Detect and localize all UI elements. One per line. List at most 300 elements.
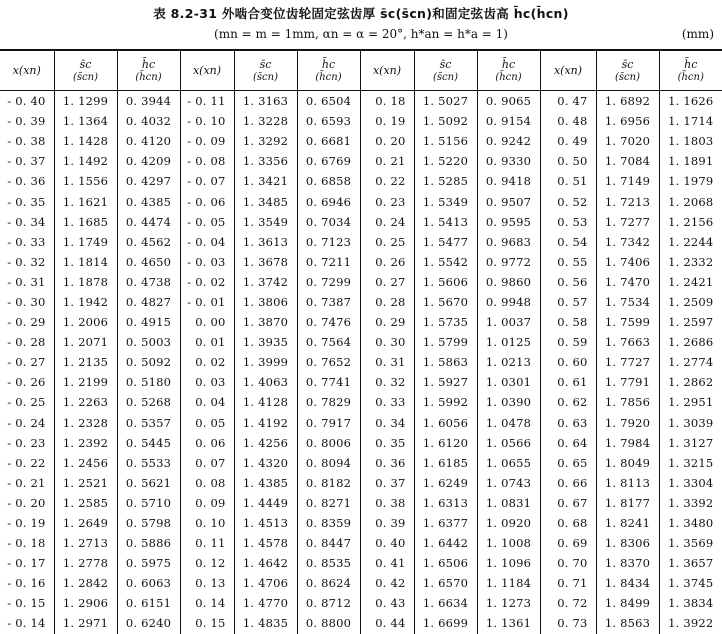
table-title: 表 8.2-31 外啮合变位齿轮固定弦齿厚 s̄c(s̄cn)和固定弦齿高 h̄c(h̄cn) xyxy=(0,4,722,22)
cell-x: - 0. 36 xyxy=(0,171,54,191)
cell-s: 1. 6634 xyxy=(414,593,477,613)
cell-s: 1. 7213 xyxy=(596,191,659,211)
cell-h: 1. 3392 xyxy=(659,493,722,513)
cell-s: 1. 2842 xyxy=(54,573,117,593)
cell-s: 1. 6120 xyxy=(414,433,477,453)
cell-s: 1. 8434 xyxy=(596,573,659,593)
table-row xyxy=(0,252,722,272)
cell-x: - 0. 35 xyxy=(0,191,54,211)
cell-s: 1. 7406 xyxy=(596,252,659,272)
cell-x: - 0. 22 xyxy=(0,453,54,473)
cell-x: 0. 14 xyxy=(180,593,234,613)
cell-s: 1. 6699 xyxy=(414,613,477,633)
table-row xyxy=(0,292,722,312)
header-h-symbol: h̄c xyxy=(660,58,722,71)
cell-x: 0. 53 xyxy=(540,212,596,232)
cell-h: 0. 8624 xyxy=(297,573,360,593)
cell-x: 0. 70 xyxy=(540,553,596,573)
cell-h: 1. 0301 xyxy=(477,372,540,392)
cell-h: 0. 4120 xyxy=(117,131,180,151)
cell-s: 1. 8306 xyxy=(596,533,659,553)
cell-x: 0. 25 xyxy=(360,232,414,252)
cell-s: 1. 3999 xyxy=(234,352,297,372)
cell-h: 1. 1803 xyxy=(659,131,722,151)
cell-x: 0. 49 xyxy=(540,131,596,151)
cell-h: 0. 9418 xyxy=(477,171,540,191)
cell-x: 0. 38 xyxy=(360,493,414,513)
cell-x: 0. 69 xyxy=(540,533,596,553)
cell-h: 0. 9330 xyxy=(477,151,540,171)
cell-x: 0. 18 xyxy=(360,91,414,112)
cell-s: 1. 2006 xyxy=(54,312,117,332)
cell-h: 1. 1714 xyxy=(659,111,722,131)
cell-h: 0. 9595 xyxy=(477,212,540,232)
cell-h: 0. 9507 xyxy=(477,191,540,211)
cell-x: 0. 02 xyxy=(180,352,234,372)
cell-h: 0. 6504 xyxy=(297,91,360,112)
cell-x: 0. 59 xyxy=(540,332,596,352)
header-s-symbol: s̄c xyxy=(415,58,477,71)
cell-h: 0. 7741 xyxy=(297,372,360,392)
cell-x: - 0. 40 xyxy=(0,91,54,112)
cell-x: - 0. 19 xyxy=(0,513,54,533)
cell-s: 1. 3613 xyxy=(234,232,297,252)
cell-s: 1. 2649 xyxy=(54,513,117,533)
cell-h: 0. 5445 xyxy=(117,433,180,453)
cell-h: 1. 1979 xyxy=(659,171,722,191)
cell-x: 0. 57 xyxy=(540,292,596,312)
cell-s: 1. 5027 xyxy=(414,91,477,112)
cell-h: 0. 9065 xyxy=(477,91,540,112)
cell-s: 1. 6956 xyxy=(596,111,659,131)
cell-s: 1. 4385 xyxy=(234,473,297,493)
cell-s: 1. 2713 xyxy=(54,533,117,553)
cell-s: 1. 7791 xyxy=(596,372,659,392)
cell-h: 0. 8359 xyxy=(297,513,360,533)
cell-s: 1. 1299 xyxy=(54,91,117,112)
cell-x: - 0. 21 xyxy=(0,473,54,493)
cell-s: 1. 7149 xyxy=(596,171,659,191)
cell-s: 1. 1364 xyxy=(54,111,117,131)
cell-s: 1. 5349 xyxy=(414,191,477,211)
cell-x: 0. 71 xyxy=(540,573,596,593)
cell-h: 1. 2068 xyxy=(659,191,722,211)
cell-x: 0. 34 xyxy=(360,413,414,433)
cell-s: 1. 3228 xyxy=(234,111,297,131)
cell-x: 0. 61 xyxy=(540,372,596,392)
cell-s: 1. 2778 xyxy=(54,553,117,573)
table-row xyxy=(0,232,722,252)
cell-h: 0. 7034 xyxy=(297,212,360,232)
header-h-subscript: (h̄cn) xyxy=(478,71,540,84)
cell-x: 0. 43 xyxy=(360,593,414,613)
cell-s: 1. 6249 xyxy=(414,473,477,493)
cell-x: - 0. 29 xyxy=(0,312,54,332)
cell-x: 0. 07 xyxy=(180,453,234,473)
table-row xyxy=(0,171,722,191)
header-h xyxy=(117,50,180,91)
cell-s: 1. 2328 xyxy=(54,413,117,433)
cell-x: 0. 30 xyxy=(360,332,414,352)
cell-s: 1. 4706 xyxy=(234,573,297,593)
cell-x: 0. 60 xyxy=(540,352,596,372)
cell-x: - 0. 39 xyxy=(0,111,54,131)
cell-x: 0. 66 xyxy=(540,473,596,493)
cell-h: 1. 2686 xyxy=(659,332,722,352)
cell-h: 0. 5710 xyxy=(117,493,180,513)
cell-x: 0. 00 xyxy=(180,312,234,332)
cell-x: 0. 09 xyxy=(180,493,234,513)
cell-x: 0. 13 xyxy=(180,573,234,593)
cell-h: 1. 3039 xyxy=(659,413,722,433)
cell-s: 1. 1428 xyxy=(54,131,117,151)
table-row xyxy=(0,613,722,633)
cell-h: 0. 5975 xyxy=(117,553,180,573)
cell-x: 0. 48 xyxy=(540,111,596,131)
header-s-symbol: s̄c xyxy=(55,58,117,71)
cell-h: 0. 4738 xyxy=(117,272,180,292)
cell-x: - 0. 08 xyxy=(180,151,234,171)
cell-h: 0. 5092 xyxy=(117,352,180,372)
cell-s: 1. 3742 xyxy=(234,272,297,292)
cell-s: 1. 8370 xyxy=(596,553,659,573)
cell-h: 1. 3480 xyxy=(659,513,722,533)
cell-s: 1. 3870 xyxy=(234,312,297,332)
cell-s: 1. 5542 xyxy=(414,252,477,272)
cell-s: 1. 8049 xyxy=(596,453,659,473)
table-row xyxy=(0,332,722,352)
cell-s: 1. 5606 xyxy=(414,272,477,292)
cell-x: 0. 27 xyxy=(360,272,414,292)
table-header-row xyxy=(0,50,722,91)
cell-x: 0. 29 xyxy=(360,312,414,332)
cell-h: 1. 2509 xyxy=(659,292,722,312)
cell-x: - 0. 11 xyxy=(180,91,234,112)
cell-h: 1. 3127 xyxy=(659,433,722,453)
cell-h: 1. 0125 xyxy=(477,332,540,352)
cell-x: - 0. 20 xyxy=(0,493,54,513)
header-s-subscript: (s̄cn) xyxy=(597,71,659,84)
cell-s: 1. 7084 xyxy=(596,151,659,171)
table-row xyxy=(0,212,722,232)
cell-s: 1. 4513 xyxy=(234,513,297,533)
cell-s: 1. 6442 xyxy=(414,533,477,553)
cell-x: 0. 54 xyxy=(540,232,596,252)
cell-h: 1. 2951 xyxy=(659,392,722,412)
cell-x: 0. 72 xyxy=(540,593,596,613)
cell-h: 0. 6681 xyxy=(297,131,360,151)
cell-x: - 0. 24 xyxy=(0,413,54,433)
cell-s: 1. 5863 xyxy=(414,352,477,372)
cell-x: 0. 67 xyxy=(540,493,596,513)
cell-x: 0. 51 xyxy=(540,171,596,191)
cell-s: 1. 5285 xyxy=(414,171,477,191)
cell-x: 0. 65 xyxy=(540,453,596,473)
cell-x: 0. 26 xyxy=(360,252,414,272)
cell-h: 0. 4032 xyxy=(117,111,180,131)
cell-s: 1. 7663 xyxy=(596,332,659,352)
header-x: x(xn) xyxy=(360,50,414,91)
table-row xyxy=(0,473,722,493)
table-row xyxy=(0,91,722,112)
cell-s: 1. 2071 xyxy=(54,332,117,352)
cell-h: 0. 4827 xyxy=(117,292,180,312)
cell-s: 1. 3549 xyxy=(234,212,297,232)
cell-h: 0. 4297 xyxy=(117,171,180,191)
cell-x: 0. 06 xyxy=(180,433,234,453)
header-x: x(xn) xyxy=(180,50,234,91)
gear-tooth-table xyxy=(0,49,722,634)
cell-s: 1. 2135 xyxy=(54,352,117,372)
cell-h: 0. 4209 xyxy=(117,151,180,171)
cell-s: 1. 2456 xyxy=(54,453,117,473)
table-row xyxy=(0,493,722,513)
cell-s: 1. 1556 xyxy=(54,171,117,191)
cell-h: 0. 8535 xyxy=(297,553,360,573)
cell-x: - 0. 04 xyxy=(180,232,234,252)
cell-x: 0. 64 xyxy=(540,433,596,453)
cell-s: 1. 7599 xyxy=(596,312,659,332)
cell-s: 1. 3935 xyxy=(234,332,297,352)
cell-h: 0. 4562 xyxy=(117,232,180,252)
cell-h: 0. 8712 xyxy=(297,593,360,613)
cell-h: 0. 4650 xyxy=(117,252,180,272)
header-s xyxy=(596,50,659,91)
table-row xyxy=(0,573,722,593)
cell-h: 1. 3304 xyxy=(659,473,722,493)
cell-h: 1. 2862 xyxy=(659,372,722,392)
table-row xyxy=(0,151,722,171)
cell-s: 1. 7470 xyxy=(596,272,659,292)
cell-s: 1. 2585 xyxy=(54,493,117,513)
cell-h: 1. 2244 xyxy=(659,232,722,252)
table-body xyxy=(0,91,722,634)
cell-s: 1. 2263 xyxy=(54,392,117,412)
cell-h: 0. 6063 xyxy=(117,573,180,593)
cell-h: 1. 0478 xyxy=(477,413,540,433)
cell-h: 0. 7917 xyxy=(297,413,360,433)
cell-h: 1. 1891 xyxy=(659,151,722,171)
header-x: x(xn) xyxy=(0,50,54,91)
cell-x: - 0. 18 xyxy=(0,533,54,553)
cell-h: 0. 7564 xyxy=(297,332,360,352)
cell-x: 0. 31 xyxy=(360,352,414,372)
cell-s: 1. 6506 xyxy=(414,553,477,573)
cell-x: 0. 04 xyxy=(180,392,234,412)
cell-x: 0. 12 xyxy=(180,553,234,573)
header-h xyxy=(477,50,540,91)
table-row xyxy=(0,312,722,332)
cell-x: 0. 23 xyxy=(360,191,414,211)
cell-s: 1. 1685 xyxy=(54,212,117,232)
cell-x: 0. 55 xyxy=(540,252,596,272)
header-h-subscript: (h̄cn) xyxy=(298,71,360,84)
cell-x: - 0. 26 xyxy=(0,372,54,392)
cell-x: - 0. 23 xyxy=(0,433,54,453)
cell-h: 1. 0920 xyxy=(477,513,540,533)
cell-h: 0. 6769 xyxy=(297,151,360,171)
cell-s: 1. 8177 xyxy=(596,493,659,513)
table-row xyxy=(0,593,722,613)
cell-h: 0. 5533 xyxy=(117,453,180,473)
header-s-symbol: s̄c xyxy=(597,58,659,71)
cell-h: 0. 4474 xyxy=(117,212,180,232)
cell-h: 0. 7387 xyxy=(297,292,360,312)
cell-x: 0. 47 xyxy=(540,91,596,112)
header-h-symbol: h̄c xyxy=(298,58,360,71)
cell-x: 0. 41 xyxy=(360,553,414,573)
cell-h: 0. 4915 xyxy=(117,312,180,332)
cell-x: 0. 11 xyxy=(180,533,234,553)
cell-h: 0. 7652 xyxy=(297,352,360,372)
cell-s: 1. 4320 xyxy=(234,453,297,473)
cell-h: 1. 3834 xyxy=(659,593,722,613)
header-h-subscript: (h̄cn) xyxy=(660,71,722,84)
cell-h: 0. 6151 xyxy=(117,593,180,613)
cell-h: 1. 1008 xyxy=(477,533,540,553)
cell-s: 1. 6313 xyxy=(414,493,477,513)
cell-s: 1. 2521 xyxy=(54,473,117,493)
cell-h: 0. 9683 xyxy=(477,232,540,252)
cell-x: 0. 32 xyxy=(360,372,414,392)
cell-s: 1. 3421 xyxy=(234,171,297,191)
cell-h: 0. 3944 xyxy=(117,91,180,112)
cell-s: 1. 3485 xyxy=(234,191,297,211)
cell-x: - 0. 01 xyxy=(180,292,234,312)
cell-s: 1. 4642 xyxy=(234,553,297,573)
cell-s: 1. 4770 xyxy=(234,593,297,613)
cell-x: 0. 52 xyxy=(540,191,596,211)
cell-x: 0. 01 xyxy=(180,332,234,352)
header-s xyxy=(234,50,297,91)
cell-s: 1. 1814 xyxy=(54,252,117,272)
cell-x: - 0. 07 xyxy=(180,171,234,191)
cell-h: 1. 0213 xyxy=(477,352,540,372)
table-row xyxy=(0,191,722,211)
cell-s: 1. 6185 xyxy=(414,453,477,473)
cell-h: 0. 9860 xyxy=(477,272,540,292)
cell-h: 0. 6946 xyxy=(297,191,360,211)
cell-s: 1. 6056 xyxy=(414,413,477,433)
cell-s: 1. 2199 xyxy=(54,372,117,392)
cell-x: 0. 36 xyxy=(360,453,414,473)
cell-h: 1. 0743 xyxy=(477,473,540,493)
cell-s: 1. 5670 xyxy=(414,292,477,312)
cell-h: 0. 7829 xyxy=(297,392,360,412)
table-row xyxy=(0,553,722,573)
cell-h: 0. 5180 xyxy=(117,372,180,392)
header-s-subscript: (s̄cn) xyxy=(415,71,477,84)
cell-x: - 0. 28 xyxy=(0,332,54,352)
cell-h: 1. 3569 xyxy=(659,533,722,553)
cell-x: - 0. 33 xyxy=(0,232,54,252)
cell-s: 1. 6377 xyxy=(414,513,477,533)
cell-h: 0. 6240 xyxy=(117,613,180,633)
cell-x: - 0. 02 xyxy=(180,272,234,292)
table-row xyxy=(0,372,722,392)
cell-x: 0. 35 xyxy=(360,433,414,453)
cell-x: 0. 10 xyxy=(180,513,234,533)
cell-h: 0. 8800 xyxy=(297,613,360,633)
cell-x: - 0. 27 xyxy=(0,352,54,372)
cell-h: 0. 9154 xyxy=(477,111,540,131)
cell-s: 1. 3292 xyxy=(234,131,297,151)
cell-s: 1. 1621 xyxy=(54,191,117,211)
cell-s: 1. 4063 xyxy=(234,372,297,392)
cell-s: 1. 5799 xyxy=(414,332,477,352)
cell-s: 1. 4449 xyxy=(234,493,297,513)
cell-x: 0. 58 xyxy=(540,312,596,332)
cell-h: 0. 7123 xyxy=(297,232,360,252)
cell-s: 1. 3806 xyxy=(234,292,297,312)
cell-x: 0. 08 xyxy=(180,473,234,493)
table-row xyxy=(0,392,722,412)
cell-x: 0. 62 xyxy=(540,392,596,412)
table-row xyxy=(0,433,722,453)
cell-h: 0. 7476 xyxy=(297,312,360,332)
cell-x: 0. 28 xyxy=(360,292,414,312)
cell-h: 0. 5621 xyxy=(117,473,180,493)
cell-h: 0. 8006 xyxy=(297,433,360,453)
cell-h: 1. 1361 xyxy=(477,613,540,633)
cell-h: 0. 8094 xyxy=(297,453,360,473)
header-h-symbol: h̄c xyxy=(478,58,540,71)
cell-h: 1. 1626 xyxy=(659,91,722,112)
cell-x: - 0. 05 xyxy=(180,212,234,232)
cell-x: 0. 03 xyxy=(180,372,234,392)
cell-x: - 0. 34 xyxy=(0,212,54,232)
cell-s: 1. 7727 xyxy=(596,352,659,372)
cell-h: 0. 6858 xyxy=(297,171,360,191)
cell-x: - 0. 03 xyxy=(180,252,234,272)
cell-h: 1. 2332 xyxy=(659,252,722,272)
cell-s: 1. 5735 xyxy=(414,312,477,332)
cell-h: 1. 2774 xyxy=(659,352,722,372)
cell-s: 1. 5927 xyxy=(414,372,477,392)
cell-x: 0. 33 xyxy=(360,392,414,412)
table-row xyxy=(0,352,722,372)
cell-h: 0. 8271 xyxy=(297,493,360,513)
cell-h: 0. 5798 xyxy=(117,513,180,533)
cell-h: 1. 3657 xyxy=(659,553,722,573)
cell-h: 1. 0037 xyxy=(477,312,540,332)
cell-h: 0. 9948 xyxy=(477,292,540,312)
table-row xyxy=(0,453,722,473)
cell-x: 0. 68 xyxy=(540,513,596,533)
header-h-symbol: h̄c xyxy=(118,58,180,71)
cell-h: 0. 5886 xyxy=(117,533,180,553)
cell-x: 0. 39 xyxy=(360,513,414,533)
cell-s: 1. 7856 xyxy=(596,392,659,412)
cell-h: 1. 0390 xyxy=(477,392,540,412)
cell-h: 0. 7299 xyxy=(297,272,360,292)
cell-x: 0. 21 xyxy=(360,151,414,171)
cell-x: 0. 24 xyxy=(360,212,414,232)
cell-s: 1. 2906 xyxy=(54,593,117,613)
cell-h: 1. 3922 xyxy=(659,613,722,633)
cell-x: - 0. 14 xyxy=(0,613,54,633)
cell-h: 0. 8182 xyxy=(297,473,360,493)
cell-s: 1. 3678 xyxy=(234,252,297,272)
cell-s: 1. 8113 xyxy=(596,473,659,493)
cell-h: 1. 0566 xyxy=(477,433,540,453)
cell-x: - 0. 25 xyxy=(0,392,54,412)
cell-h: 1. 1273 xyxy=(477,593,540,613)
cell-s: 1. 7277 xyxy=(596,212,659,232)
cell-s: 1. 2392 xyxy=(54,433,117,453)
cell-x: - 0. 31 xyxy=(0,272,54,292)
cell-x: - 0. 15 xyxy=(0,593,54,613)
